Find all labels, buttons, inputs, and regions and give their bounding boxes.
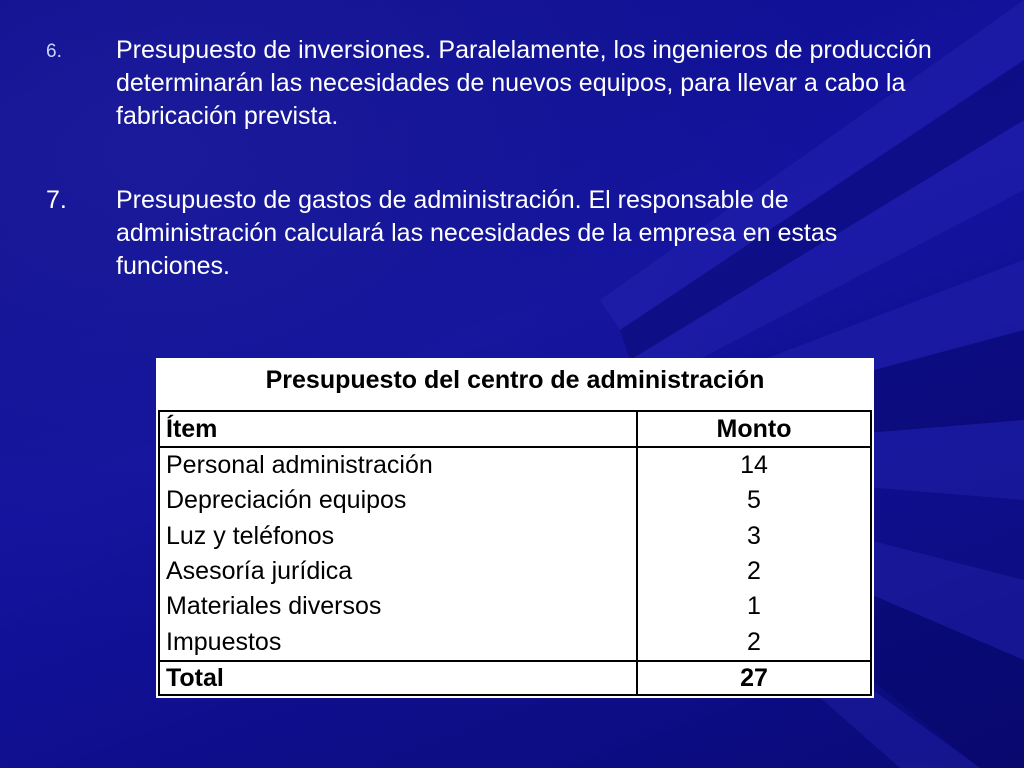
row-amount: 14 xyxy=(740,451,768,479)
total-label: Total xyxy=(166,664,224,692)
table-title: Presupuesto del centro de administración xyxy=(265,366,765,394)
header-item: Ítem xyxy=(166,415,218,443)
row-item: Luz y teléfonos xyxy=(166,522,335,550)
row-item: Materiales diversos xyxy=(166,592,382,620)
header-amount: Monto xyxy=(716,415,792,443)
row-item: Impuestos xyxy=(166,628,282,656)
row-item: Personal administración xyxy=(166,451,433,479)
total-amount: 27 xyxy=(740,664,768,692)
row-amount: 5 xyxy=(747,486,761,514)
row-amount: 1 xyxy=(747,592,761,620)
budget-table-panel xyxy=(156,358,874,698)
column-divider xyxy=(636,412,638,694)
row-item: Asesoría jurídica xyxy=(166,557,353,585)
list-text: Presupuesto de gastos de administración. El responsable de administración calculará las necesidades de la empresa en estas funciones. xyxy=(116,186,838,280)
row-item: Depreciación equipos xyxy=(166,486,407,514)
list-text: Presupuesto de inversiones. Paralelamente, los ingenieros de producción determinarán las necesidades de nuevos equipos, para llevar a cabo la fabricación prevista. xyxy=(116,36,932,130)
row-amount: 3 xyxy=(747,522,761,550)
list-number: 7. xyxy=(46,186,67,214)
list-number: 6. xyxy=(46,41,62,62)
budget-table xyxy=(158,410,872,696)
row-amount: 2 xyxy=(747,557,761,585)
row-amount: 2 xyxy=(747,628,761,656)
